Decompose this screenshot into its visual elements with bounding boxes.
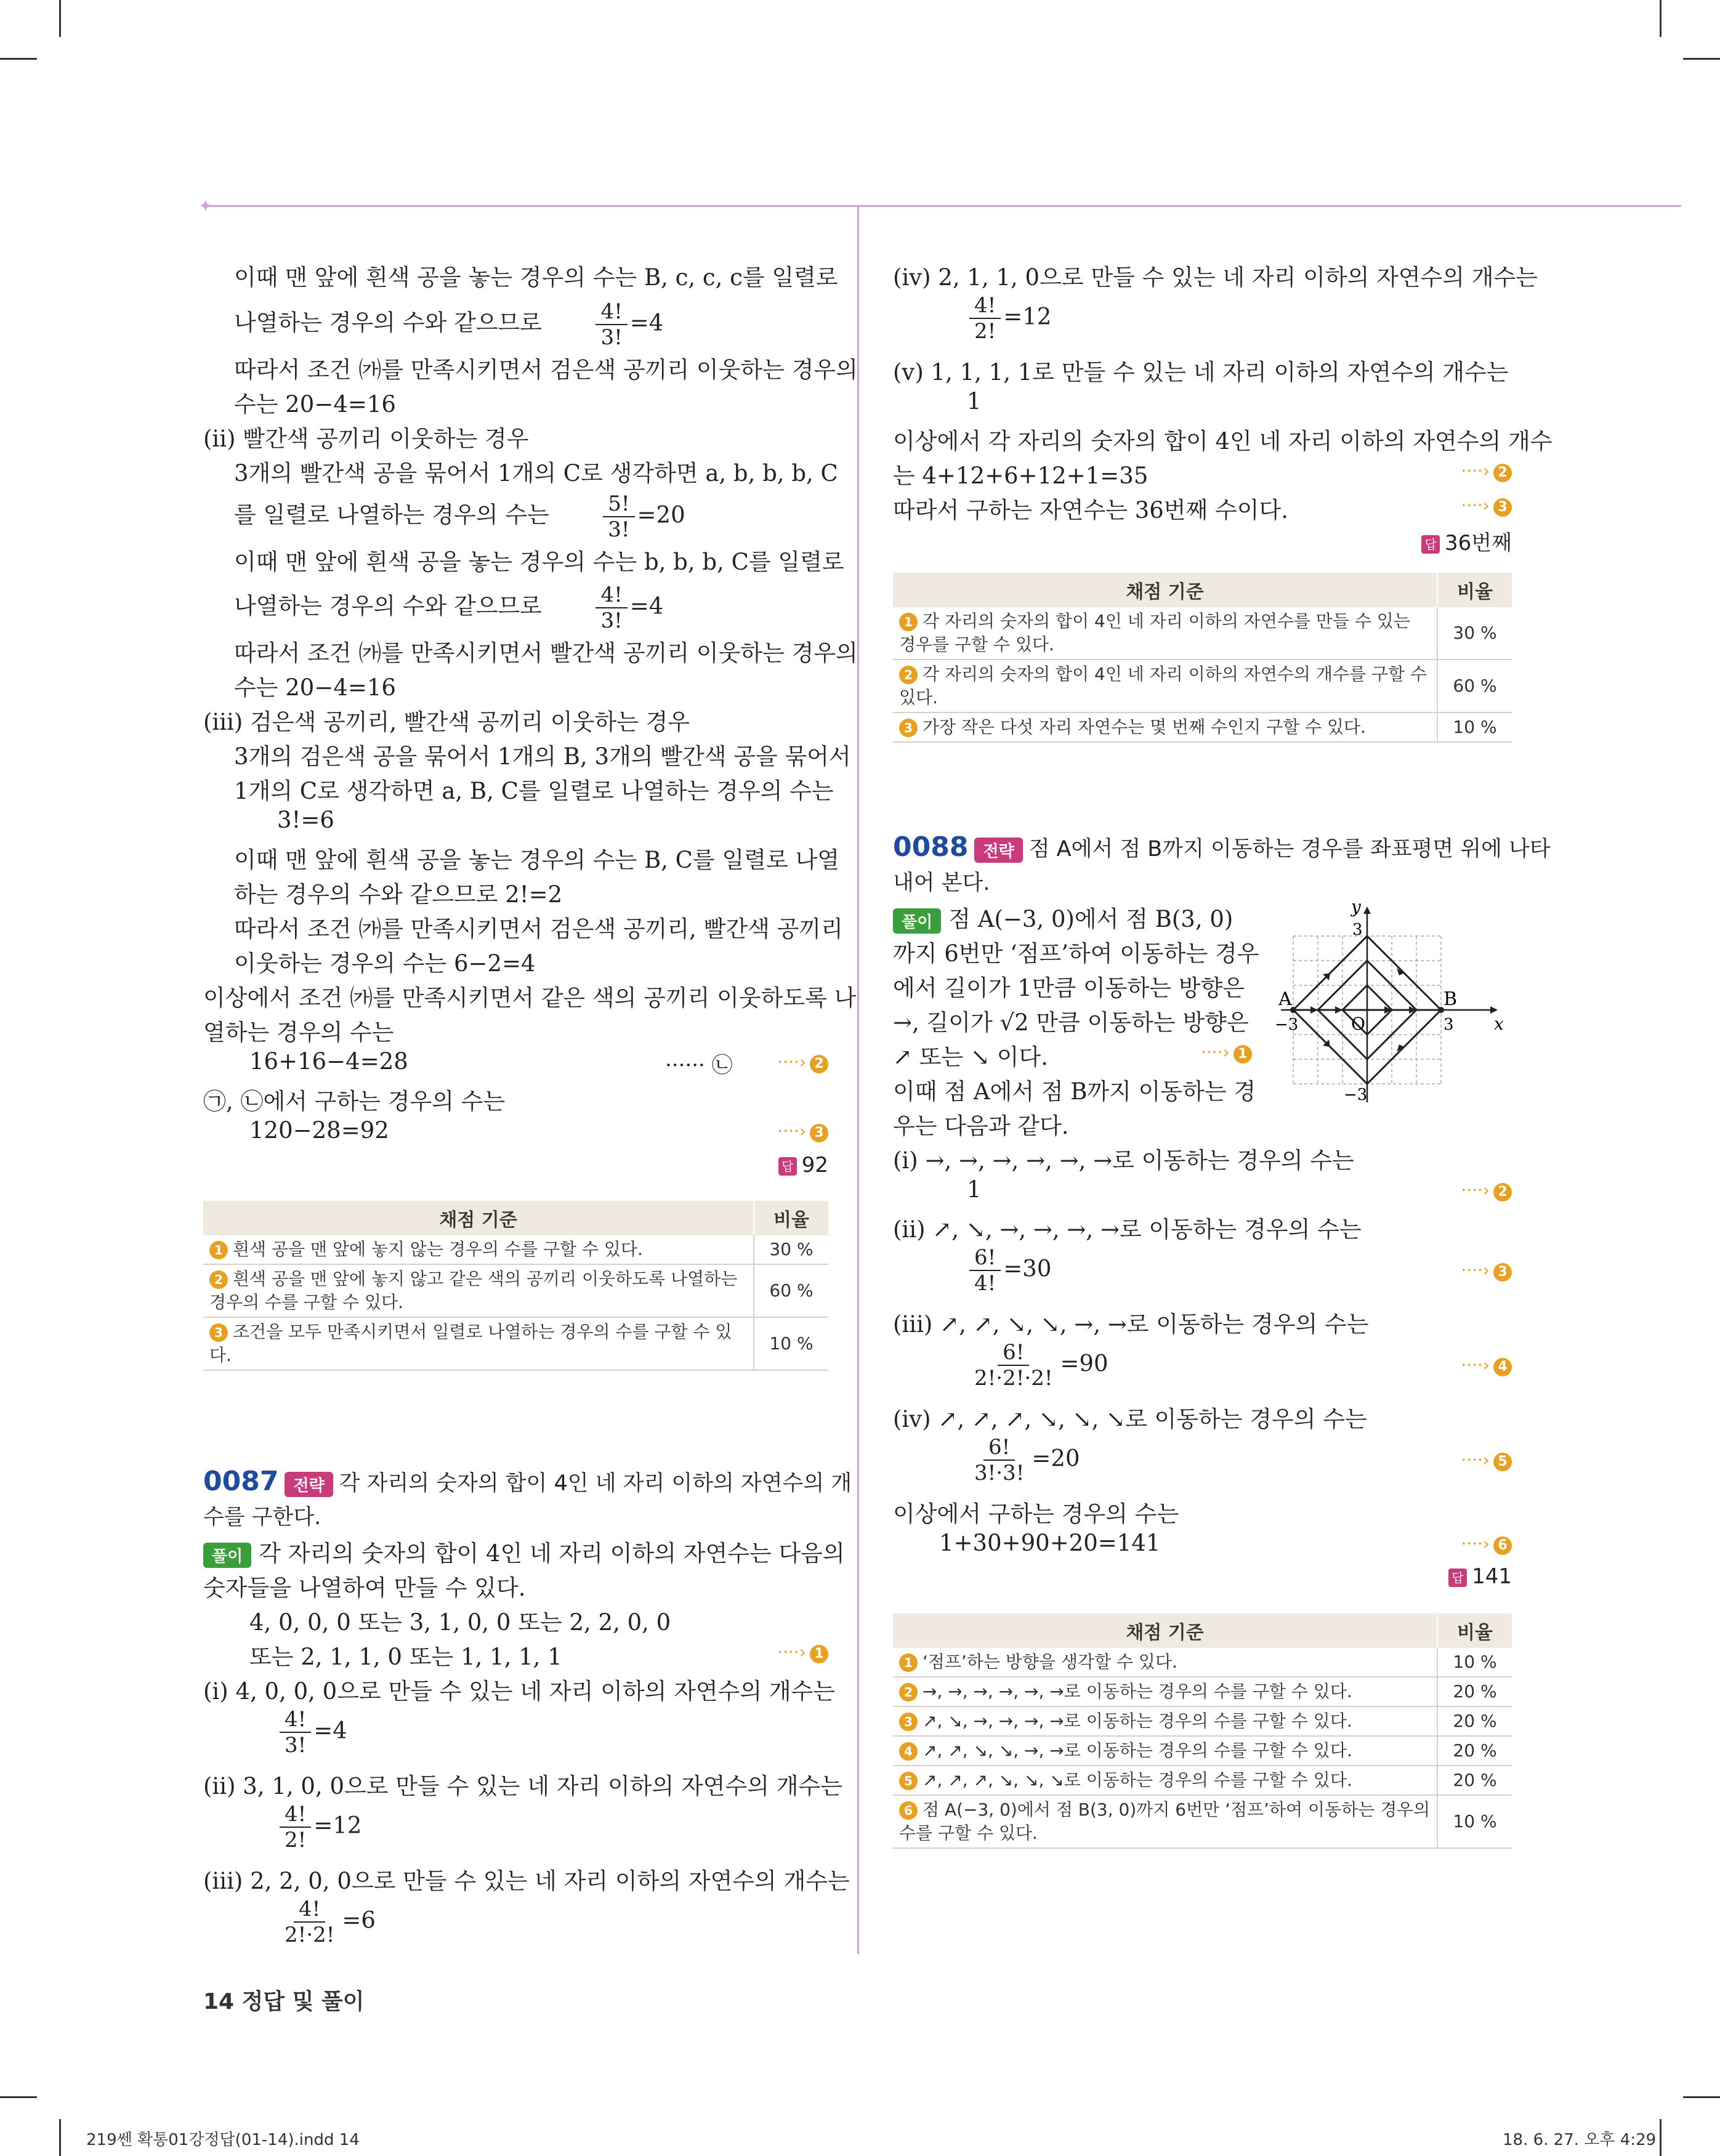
- case-heading: (iv) 2, 1, 1, 0으로 만들 수 있는 네 자리 이하의 자연수의 개수는: [893, 264, 1538, 291]
- text-line: 따라서 구하는 자연수는 36번째 수이다.: [893, 497, 1289, 523]
- step-marker: ····› 1: [1201, 1042, 1252, 1064]
- text-line: 나열하는 경우의 수와 같으므로 $\frac{4!}{3!}$ =4: [234, 299, 664, 350]
- text-line: ㉠, ㉡에서 구하는 경우의 수는: [203, 1088, 506, 1115]
- text-line: 풀이 각 자리의 숫자의 합이 4인 네 자리 이하의 자연수는 다음의: [203, 1535, 845, 1568]
- case-heading: (iii) ↗, ↗, ↘, ↘, →, →로 이동하는 경우의 수는: [893, 1311, 1369, 1338]
- star-icon: ✦: [198, 196, 213, 216]
- text-line: 3개의 검은색 공을 묶어서 1개의 B, 3개의 빨간색 공을 묶어서: [234, 743, 851, 770]
- case-heading: (ii) 3, 1, 0, 0으로 만들 수 있는 네 자리 이하의 자연수의 개수는: [203, 1773, 842, 1799]
- text-line: 따라서 조건 ㈎를 만족시키면서 검은색 공끼리, 빨간색 공끼리: [234, 916, 843, 942]
- text-line: 이때 맨 앞에 흰색 공을 놓는 경우의 수는 b, b, b, C를 일렬로: [234, 549, 844, 575]
- x-axis-label: x: [1494, 1014, 1504, 1034]
- text-line: 이웃하는 경우의 수는 6−2=4: [234, 950, 536, 977]
- text-line: 이상에서 각 자리의 숫자의 합이 4인 네 자리 이하의 자연수의 개수: [893, 428, 1552, 454]
- crop-mark: [1683, 2096, 1720, 2098]
- scoring-table-0088: 채점 기준 비율 1 ‘점프’하는 방향을 생각할 수 있다. 10 % 2 →, →, →, →, →, →로 이동하는 경우의 수를 구할 수 있다. 20 % 3 ↗, ↘, →, →, →, →로 이동하는 경우의 수를 구할 수 있다. 20 % 4 ↗, ↗, ↘, ↘, →, →로 이동하는 경우의 수를 구할 수 있다. 20 % 5 ↗, ↗, ↗, ↘, ↘, ↘로 이동하는 경우의 수를 구할 수 있다. 20 % 6 점 A(−3, 0)에서 점 B(3, 0)까지 6번만 ‘점프’하여 이동하는 경우의 수를 구할 수 있다. 10 %: [893, 1613, 1512, 1849]
- fraction-line: $\frac{6!}{2!\cdot 2!\cdot 2!}$ =90: [974, 1340, 1108, 1391]
- case-heading: (i) →, →, →, →, →, →로 이동하는 경우의 수는: [893, 1147, 1354, 1174]
- text-line: 4, 0, 0, 0 또는 3, 1, 0, 0 또는 2, 2, 0, 0: [249, 1609, 671, 1636]
- step-marker: ····› 3: [1461, 495, 1512, 517]
- text-line: 이때 맨 앞에 흰색 공을 놓는 경우의 수는 B, C를 일렬로 나열: [234, 847, 839, 873]
- label-b: B: [1443, 988, 1458, 1010]
- text-line: 1개의 C로 생각하면 a, B, C를 일렬로 나열하는 경우의 수는: [234, 778, 834, 804]
- text-line: 수는 20−4=16: [234, 391, 396, 418]
- fraction-line: $\frac{6!}{3!\cdot 3!}$ =20: [974, 1435, 1080, 1485]
- text-line: 16+16−4=28: [249, 1048, 408, 1075]
- text-line: 풀이 점 A(−3, 0)에서 점 B(3, 0): [893, 900, 1233, 934]
- crop-mark: [0, 2096, 37, 2098]
- crop-mark: [59, 0, 61, 37]
- problem-0088-heading: 0088 전략 점 A에서 점 B까지 이동하는 경우를 좌표평면 위에 나타: [893, 831, 1551, 863]
- text-line: 숫자들을 나열하여 만들 수 있다.: [203, 1575, 526, 1601]
- text-line: 우는 다음과 같다.: [893, 1113, 1069, 1139]
- text-line: 를 일렬로 나열하는 경우의 수는 $\frac{5!}{3!}$ =20: [234, 491, 685, 542]
- step-marker: ····› 2: [1461, 1180, 1512, 1201]
- text-line: 수를 구한다.: [203, 1505, 321, 1530]
- text-line: 내어 본다.: [893, 871, 990, 895]
- crop-mark: [1683, 58, 1720, 60]
- crop-mark: [0, 58, 37, 60]
- coordinate-graph: [1275, 899, 1512, 1121]
- tick-label: −3: [1275, 1015, 1299, 1034]
- text-line: 수는 20−4=16: [234, 674, 396, 701]
- column-divider: [857, 205, 859, 1954]
- fraction-line: $\frac{4!}{3!}$ =4: [203, 1707, 347, 1758]
- fraction-line: $\frac{4!}{2!\cdot 2!}$ =6: [285, 1897, 376, 1947]
- case-heading: (ii) 빨간색 공끼리 이웃하는 경우: [203, 426, 529, 452]
- text-line: 1+30+90+20=141: [939, 1530, 1161, 1556]
- left-column: [203, 234, 858, 1958]
- case-heading: (v) 1, 1, 1, 1로 만들 수 있는 네 자리 이하의 자연수의 개수는: [893, 359, 1509, 386]
- text-line: 나열하는 경우의 수와 같으므로 $\frac{4!}{3!}$ =4: [234, 583, 664, 633]
- step-marker: ····› 5: [1461, 1450, 1512, 1471]
- text-line: 3!=6: [277, 807, 334, 833]
- step-marker: ····› 3: [1461, 1260, 1512, 1282]
- tick-label: 3: [1352, 921, 1363, 939]
- fraction-line: $\frac{4!}{2!}$ =12: [893, 293, 1051, 344]
- slug-left: 219쎈 확통01강정답(01-14).indd 14: [86, 2131, 360, 2149]
- text-line: 1: [967, 1176, 982, 1203]
- text-line: ↗ 또는 ↘ 이다.: [893, 1044, 1049, 1070]
- text-line: 따라서 조건 ㈎를 만족시키면서 검은색 공끼리 이웃하는 경우의: [234, 357, 858, 383]
- case-heading: (i) 4, 0, 0, 0으로 만들 수 있는 네 자리 이하의 자연수의 개수는: [203, 1678, 836, 1705]
- case-heading: (iii) 검은색 공끼리, 빨간색 공끼리 이웃하는 경우: [203, 709, 690, 735]
- step-marker: ····› 3: [777, 1121, 828, 1142]
- text-line: 열하는 경우의 수는: [203, 1019, 394, 1046]
- scoring-table: 채점 기준 비율 1 각 자리의 숫자의 합이 4인 네 자리 이하의 자연수를 만들 수 있는 경우를 구할 수 있다. 30 % 2 각 자리의 숫자의 합이 4인 네 자리 이하의 자연수의 개수를 구할 수 있다. 60 % 3 가장 작은 다섯 자리 자연수는 몇 번째 수인지 구할 수 있다. 10 %: [893, 573, 1512, 743]
- text-line: 까지 6번만 ‘점프’하여 이동하는 경우: [893, 940, 1259, 967]
- text-line: 따라서 조건 ㈎를 만족시키면서 빨간색 공끼리 이웃하는 경우의: [234, 640, 858, 666]
- case-heading: (iv) ↗, ↗, ↗, ↘, ↘, ↘로 이동하는 경우의 수는: [893, 1406, 1367, 1432]
- step-marker: ····› 2: [777, 1052, 828, 1073]
- step-marker: ····› 4: [1461, 1355, 1512, 1376]
- case-heading: (iii) 2, 2, 0, 0으로 만들 수 있는 네 자리 이하의 자연수의 개수는: [203, 1868, 850, 1894]
- crop-mark: [1660, 2119, 1661, 2156]
- text-line: 3개의 빨간색 공을 묶어서 1개의 C로 생각하면 a, b, b, b, C: [234, 460, 838, 487]
- text-line: 이상에서 조건 ㈎를 만족시키면서 같은 색의 공끼리 이웃하도록 나: [203, 985, 857, 1011]
- slug-right: 18. 6. 27. 오후 4:29: [1503, 2131, 1657, 2149]
- answer: 답 141: [1448, 1564, 1512, 1589]
- step-marker: ····› 2: [1461, 461, 1512, 482]
- case-heading: (ii) ↗, ↘, →, →, →, →로 이동하는 경우의 수는: [893, 1216, 1362, 1243]
- crop-mark: [59, 2119, 61, 2156]
- text-line: 는 4+12+6+12+1=35: [893, 462, 1149, 489]
- text-line: 이상에서 구하는 경우의 수는: [893, 1501, 1179, 1527]
- label-a: A: [1278, 988, 1292, 1010]
- y-axis-label: y: [1351, 899, 1361, 917]
- fraction-line: $\frac{6!}{4!}$ =30: [893, 1245, 1051, 1296]
- text-line: 에서 길이가 1만큼 이동하는 방향은: [893, 975, 1245, 1001]
- text-line: →, 길이가 √2 만큼 이동하는 방향은: [893, 1009, 1249, 1036]
- text-line: 120−28=92: [249, 1117, 389, 1144]
- scoring-table: 채점 기준 비율 1 흰색 공을 맨 앞에 놓지 않는 경우의 수를 구할 수 있다. 30 % 2 흰색 공을 맨 앞에 놓지 않고 같은 색의 공끼리 이웃하도록 나열하는 경우의 수를 구할 수 있다. 60 % 3 조건을 모두 만족시키면서 일렬로 나열하는 경우의 수를 구할 수 있다. 10 %: [203, 1201, 828, 1371]
- text-line: 하는 경우의 수와 같으므로 2!=2: [234, 881, 563, 908]
- answer: 답 36번째: [1421, 526, 1512, 556]
- page-footer: 14 정답 및 풀이: [203, 1989, 365, 2014]
- text-line: 또는 2, 1, 1, 0 또는 1, 1, 1, 1: [249, 1644, 562, 1670]
- fraction-line: $\frac{4!}{2!}$ =12: [203, 1802, 361, 1852]
- text-line: 이때 맨 앞에 흰색 공을 놓는 경우의 수는 B, c, c, c를 일렬로: [234, 264, 838, 291]
- header-rule: [203, 205, 1681, 207]
- step-marker: ····› 1: [777, 1642, 828, 1663]
- text-line: 1: [967, 388, 982, 414]
- tick-label: −3: [1344, 1086, 1368, 1104]
- tick-label: 3: [1443, 1015, 1454, 1034]
- answer: 답 92: [778, 1153, 828, 1177]
- crop-mark: [1660, 0, 1661, 37]
- text-line: 이때 점 A에서 점 B까지 이동하는 경: [893, 1078, 1256, 1105]
- step-marker: ····› 6: [1461, 1533, 1512, 1555]
- label-origin: O: [1351, 1014, 1365, 1034]
- problem-0087-heading: 0087 전략 각 자리의 숫자의 합이 4인 네 자리 이하의 자연수의 개: [203, 1466, 852, 1497]
- equation-tag: ······ ㉡: [665, 1053, 733, 1078]
- right-column: [893, 234, 1552, 1958]
